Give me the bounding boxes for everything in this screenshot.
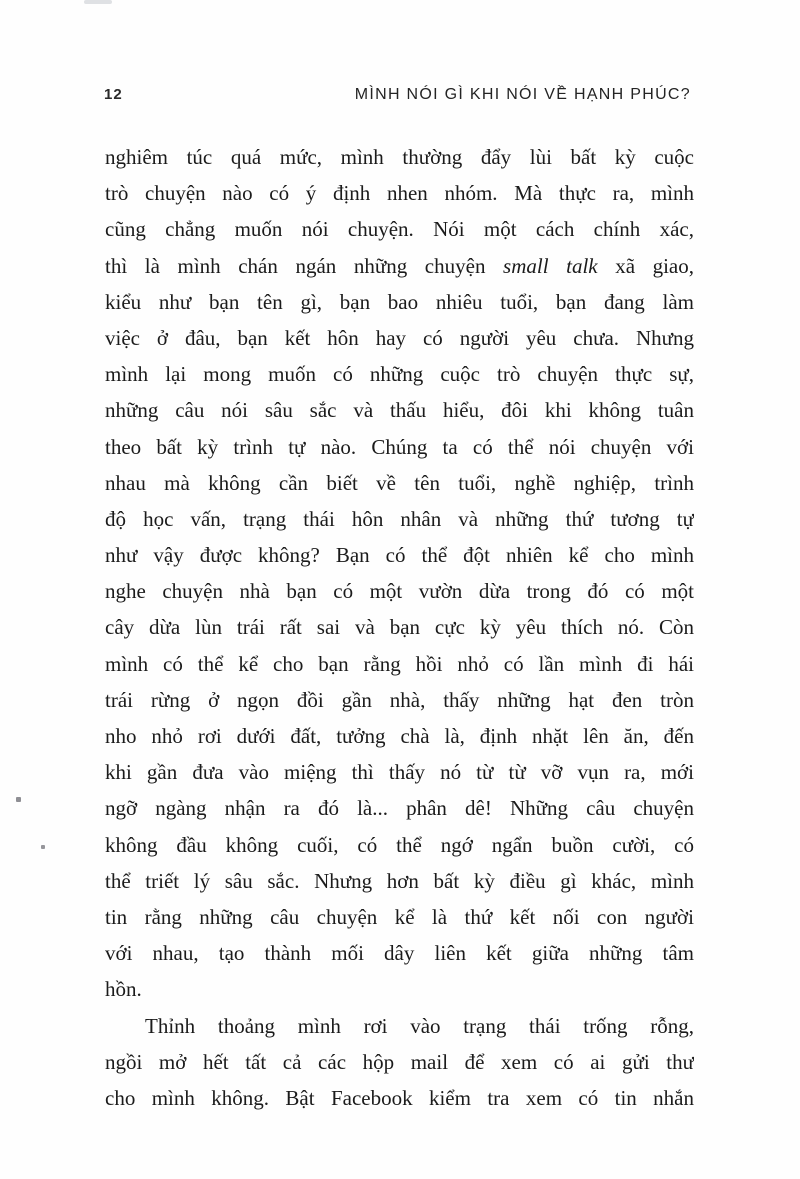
text-line — [105, 754, 694, 790]
italic-text-segment: small talk — [503, 253, 598, 278]
text-line — [105, 682, 694, 718]
text-segment: độ học vấn, trạng thái hôn nhân và những thứ tương tự — [105, 506, 694, 531]
text-line — [105, 1080, 694, 1116]
text-segment: kiểu như bạn tên gì, bạn bao nhiêu tuổi, bạn đang làm — [105, 289, 694, 314]
text-segment: nhau mà không cần biết về tên tuổi, nghề nghiệp, trình — [105, 470, 694, 495]
text-segment: ngồi mở hết tất cả các hộp mail để xem có ai gửi thư — [105, 1049, 694, 1074]
text-segment: mình có thể kể cho bạn rằng hồi nhỏ có lần mình đi hái — [105, 651, 694, 676]
page-number: 12 — [104, 86, 123, 103]
text-segment: theo bất kỳ trình tự nào. Chúng ta có thể nói chuyện với — [105, 434, 694, 459]
text-segment: không đầu không cuối, có thể ngớ ngẩn buồn cười, có — [105, 832, 694, 857]
text-line — [105, 827, 694, 863]
text-segment: thì là mình chán ngán những chuyện — [105, 253, 504, 278]
text-segment: ngỡ ngàng nhận ra đó là... phân dê! Những câu chuyện — [105, 796, 694, 821]
text-segment: nghiêm túc quá mức, mình thường đẩy lùi bất kỳ cuộc — [105, 145, 694, 169]
text-line — [105, 1044, 694, 1080]
text-segment: khi gần đưa vào miệng thì thấy nó từ từ vỡ vụn ra, mới — [105, 760, 694, 785]
text-segment: cây dừa lùn trái rất sai và bạn cực kỳ yêu thích nó. Còn — [105, 615, 694, 640]
text-segment: trò chuyện nào có ý định nhen nhóm. Mà thực ra, mình — [105, 181, 694, 206]
text-line — [105, 356, 694, 392]
running-title: MÌNH NÓI GÌ KHI NÓI VỀ HẠNH PHÚC? — [354, 86, 691, 103]
text-line — [105, 139, 694, 175]
text-line — [105, 392, 694, 428]
text-segment: xã giao, — [597, 253, 694, 278]
text-line — [105, 175, 694, 211]
text-line — [105, 935, 694, 971]
scan-speck — [16, 797, 21, 802]
text-line — [105, 320, 694, 356]
text-line — [105, 646, 694, 682]
text-line — [105, 429, 694, 465]
text-line — [105, 971, 694, 1007]
text-line — [105, 284, 694, 320]
text-line — [105, 1008, 694, 1044]
text-line — [105, 718, 694, 754]
text-line — [105, 537, 694, 573]
text-line — [105, 211, 694, 247]
scan-speck — [41, 845, 45, 849]
text-segment: nghe chuyện nhà bạn có một vườn dừa trong đó có một — [105, 579, 694, 604]
text-line — [105, 465, 694, 501]
page-header — [104, 86, 691, 104]
text-line — [105, 790, 694, 826]
text-segment: nho nhỏ rơi dưới đất, tưởng chà là, định nhặt lên ăn, đến — [105, 724, 694, 748]
text-line — [105, 899, 694, 935]
text-segment: việc ở đâu, bạn kết hôn hay có người yêu chưa. Nhưng — [105, 325, 694, 350]
body-text — [105, 139, 694, 1116]
text-segment: hồn. — [105, 977, 142, 1002]
text-segment: mình lại mong muốn có những cuộc trò chuyện thực sự, — [105, 362, 694, 387]
text-segment: cho mình không. Bật Facebook kiểm tra xem có tin nhắn — [105, 1085, 694, 1110]
text-segment: như vậy được không? Bạn có thể đột nhiên kể cho mình — [105, 543, 694, 568]
scan-smudge — [84, 0, 112, 4]
text-line — [105, 501, 694, 537]
text-segment: những câu nói sâu sắc và thấu hiểu, đôi khi không tuân — [105, 398, 694, 423]
text-segment: Thỉnh thoảng mình rơi vào trạng thái trống rỗng, — [145, 1013, 694, 1038]
text-segment: thể triết lý sâu sắc. Nhưng hơn bất kỳ điều gì khác, mình — [105, 868, 694, 893]
paragraph — [105, 1008, 694, 1117]
text-segment: cũng chẳng muốn nói chuyện. Nói một cách chính xác, — [105, 217, 694, 242]
text-segment: với nhau, tạo thành mối dây liên kết giữa những tâm — [105, 941, 694, 966]
paragraph — [105, 139, 694, 1008]
text-line — [105, 248, 694, 284]
text-segment: tin rằng những câu chuyện kể là thứ kết nối con người — [105, 904, 694, 929]
text-line — [105, 573, 694, 609]
text-line — [105, 863, 694, 899]
text-line — [105, 609, 694, 645]
text-segment: trái rừng ở ngọn đồi gần nhà, thấy những hạt đen tròn — [105, 687, 694, 712]
